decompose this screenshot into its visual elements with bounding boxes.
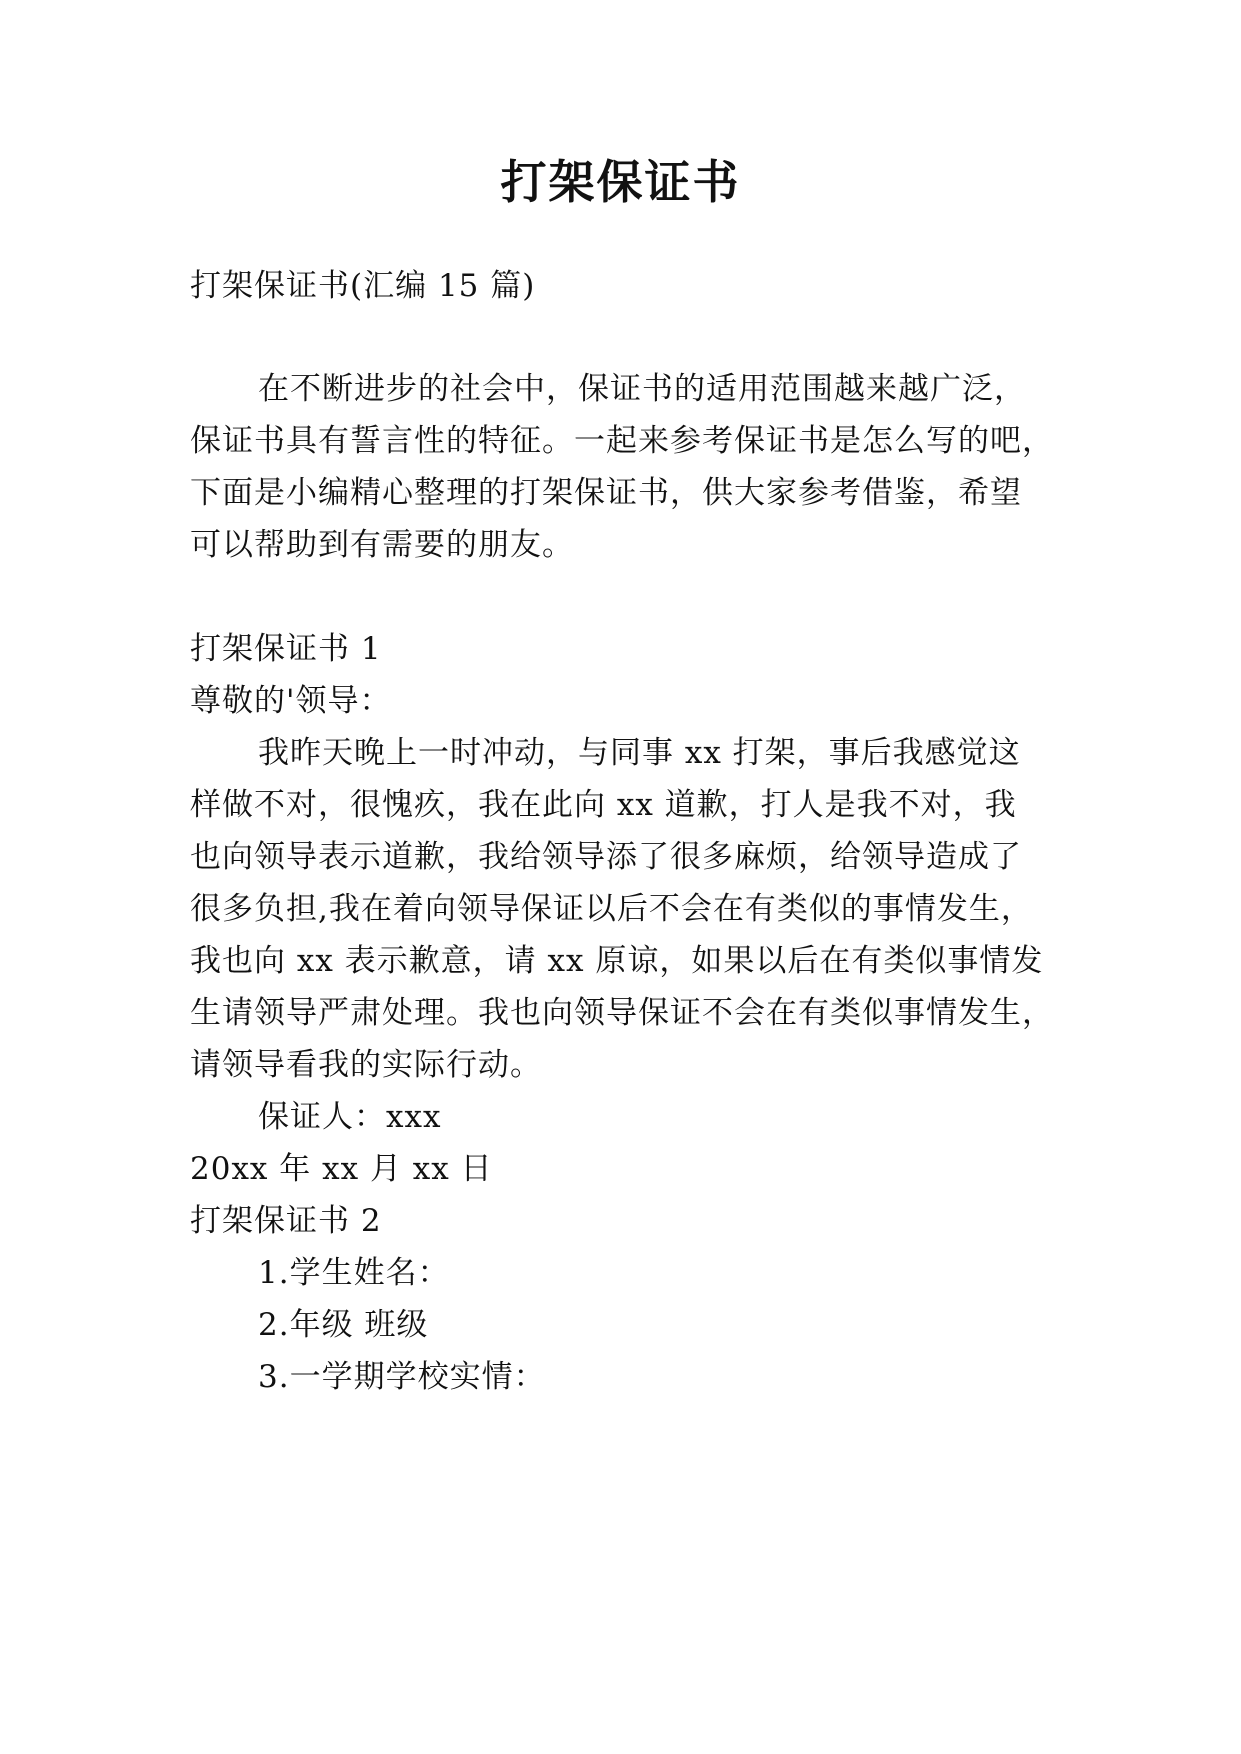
document-subtitle: 打架保证书(汇编 15 篇) — [190, 268, 536, 304]
section1-body-line-1: 我昨天晚上一时冲动，与同事 xx 打架，事后我感觉这 — [258, 735, 1021, 771]
intro-line-2: 保证书具有誓言性的特征。一起来参考保证书是怎么写的吧， — [190, 423, 1054, 459]
section2-item-1: 1.学生姓名： — [258, 1255, 450, 1291]
intro-line-1: 在不断进步的社会中，保证书的适用范围越来越广泛， — [258, 371, 1026, 407]
section1-body-line-3: 也向领导表示道歉，我给领导添了很多麻烦，给领导造成了 — [190, 839, 1022, 875]
section1-salutation: 尊敬的'领导： — [190, 683, 392, 719]
section1-body-line-2: 样做不对，很愧疚，我在此向 xx 道歉，打人是我不对，我 — [190, 787, 1017, 823]
section1-date: 20xx 年 xx 月 xx 日 — [190, 1151, 493, 1187]
section2-item-2: 2.年级 班级 — [258, 1307, 429, 1343]
section1-body-line-7: 请领导看我的实际行动。 — [190, 1047, 542, 1083]
section2-heading: 打架保证书 2 — [190, 1203, 382, 1239]
section1-body-line-5: 我也向 xx 表示歉意，请 xx 原谅，如果以后在有类似事情发 — [190, 943, 1044, 979]
intro-line-4: 可以帮助到有需要的朋友。 — [190, 527, 574, 563]
intro-line-3: 下面是小编精心整理的打架保证书，供大家参考借鉴，希望 — [190, 475, 1022, 511]
document-title: 打架保证书 — [500, 155, 741, 209]
section1-body-line-6: 生请领导严肃处理。我也向领导保证不会在有类似事情发生， — [190, 995, 1054, 1031]
section2-item-3: 3.一学期学校实情： — [258, 1359, 546, 1395]
section1-guarantor: 保证人：xxx — [258, 1099, 442, 1135]
section1-body-line-4: 很多负担,我在着向领导保证以后不会在有类似的事情发生， — [190, 891, 1033, 927]
section1-heading: 打架保证书 1 — [190, 631, 382, 667]
